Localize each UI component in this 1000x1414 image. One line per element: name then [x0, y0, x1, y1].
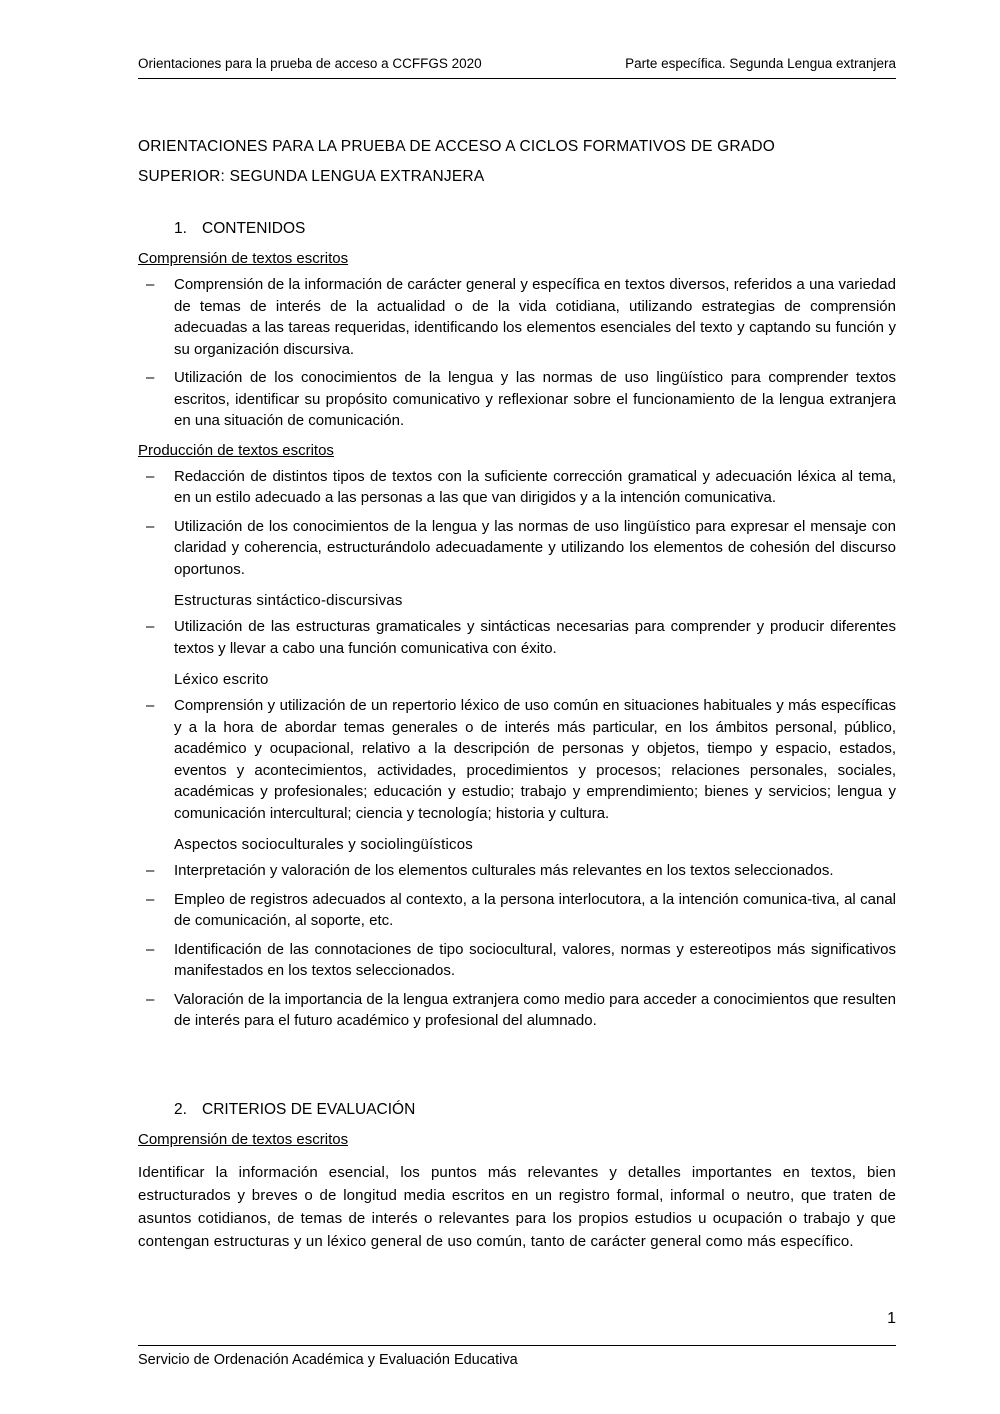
list-item [138, 274, 896, 360]
bullet-dash-icon: – [146, 276, 155, 293]
paragraph-criterios-comprension: Identificar la información esencial, los puntos más relevantes y detalles importantes en textos, bien estructurados y breves o de longitud media escritos en un registro formal, informal o neutro, que traten de asuntos cotidianos, de temas de interés o relevantes para los propios estudios u ocupación o trabajo y que contengan estructuras y un léxico general de uso común, tanto de carácter general como más específico. [138, 1163, 896, 1250]
section-heading-1 [138, 218, 896, 240]
list-item [138, 860, 896, 882]
list-item-text: Utilización de los conocimientos de la lengua y las normas de uso lingüístico para comprender textos escritos, identificar su propósito comunicativo y reflexionar sobre el funcionamiento de la lengua extranjera en una situación de comunicación. [174, 369, 896, 429]
subheading-comprension-contenidos: Comprensión de textos escritos [138, 250, 349, 267]
list-item-text: Utilización de las estructuras gramaticales y sintácticas necesarias para comprender y producir diferentes textos y llevar a cabo una función comunicativa con éxito. [174, 618, 896, 657]
list-socioculturales [138, 860, 896, 1032]
list-item-text: Redacción de distintos tipos de textos con la suficiente corrección gramatical y adecuación léxica al tema, en un estilo adecuado a las personas a las que van dirigidos y a la intención comunicativa. [174, 467, 896, 506]
subheading-comprension-criterios: Comprensión de textos escritos [138, 1130, 349, 1148]
list-produccion-contenidos [138, 466, 896, 581]
list-comprension-contenidos [138, 274, 896, 432]
list-item [138, 616, 896, 659]
bullet-dash-icon: – [146, 990, 155, 1008]
page-number: 1 [887, 1310, 896, 1327]
bullet-dash-icon: – [146, 369, 155, 386]
page-title-line1: ORIENTACIONES PARA LA PRUEBA DE ACCESO A CICLOS FORMATIVOS DE GRADO [138, 138, 775, 155]
bullet-dash-icon: – [146, 697, 155, 714]
section-title-2: CRITERIOS DE EVALUACIÓN [202, 1100, 416, 1118]
footer-text: Servicio de Ordenación Académica y Evaluación Educativa [138, 1352, 518, 1368]
subheading-lexico: Léxico escrito [174, 671, 269, 688]
header-divider [138, 78, 896, 79]
bullet-dash-icon: – [146, 862, 155, 879]
list-item-text: Comprensión y utilización de un repertorio léxico de uso común en situaciones habituales y más específicas y a la hora de abordar temas generales o de interés más particular, en los ámbitos personal, público, académico y ocupacional, relativo a la descripción de personas y objetos, tiempo y espacio, estados, eventos y acontecimientos, actividades, procedimientos y procesos; relaciones personales, sociales, académicas y profesionales; educación y estudio; trabajo y emprendimiento; bienes y servicios; lengua y comunicación intercultural; ciencia y tecnología; historia y cultura. [174, 697, 896, 822]
list-item-text: Empleo de registros adecuados al contexto, a la persona interlocutora, a la intención comunica-tiva, al canal de comunicación, al soporte, etc. [174, 890, 896, 929]
subheading-produccion-contenidos: Producción de textos escritos [138, 441, 334, 459]
header-left-text: Orientaciones para la prueba de acceso a CCFFGS 2020 [138, 56, 482, 71]
section-spacer [138, 1039, 896, 1073]
page-header [138, 56, 896, 72]
list-item-text: Utilización de los conocimientos de la lengua y las normas de uso lingüístico para expresar el mensaje con claridad y coherencia, estructurándolo adecuadamente y utilizando los elementos de cohesión del discurso oportunos. [174, 517, 896, 578]
section-title-1: CONTENIDOS [202, 220, 306, 237]
list-lexico [138, 695, 896, 824]
footer-divider [138, 1345, 896, 1346]
subheading-estructuras: Estructuras sintáctico-discursivas [174, 592, 403, 609]
bullet-dash-icon: – [146, 940, 155, 958]
document-body [138, 132, 896, 1253]
list-item-text: Interpretación y valoración de los elementos culturales más relevantes en los textos seleccionados. [174, 862, 834, 879]
list-item-text: Valoración de la importancia de la lengua extranjera como medio para acceder a conocimientos que resulten de interés para el futuro académico y profesional del alumnado. [174, 990, 896, 1029]
header-right-text: Parte específica. Segunda Lengua extranjera [625, 56, 896, 71]
section-number-1: 1. [174, 220, 187, 237]
page-title-line2: SUPERIOR: SEGUNDA LENGUA EXTRANJERA [138, 168, 485, 185]
section-heading-2 [138, 1099, 896, 1121]
subheading-socioculturales: Aspectos socioculturales y sociolingüísticos [174, 836, 473, 853]
list-item [138, 367, 896, 432]
list-item [138, 939, 896, 982]
list-item [138, 889, 896, 932]
section-number-2: 2. [174, 1100, 187, 1118]
list-item [138, 695, 896, 824]
list-item [138, 466, 896, 509]
list-item-text: Comprensión de la información de carácter general y específica en textos diversos, referidos a una variedad de temas de interés de la actualidad o de la vida cotidiana, utilizando estrategias de comprensión adecuadas a las tareas requeridas, identificando los elementos esenciales del texto y captando su función y su organización discursiva. [174, 276, 896, 358]
list-estructuras [138, 616, 896, 659]
bullet-dash-icon: – [146, 467, 155, 485]
bullet-dash-icon: – [146, 618, 155, 635]
page-title [138, 132, 896, 192]
bullet-dash-icon: – [146, 517, 155, 535]
list-item [138, 989, 896, 1032]
list-item-text: Identificación de las connotaciones de tipo sociocultural, valores, normas y estereotipos más significativos manifestados en los textos seleccionados. [174, 940, 896, 979]
bullet-dash-icon: – [146, 890, 155, 908]
list-item [138, 516, 896, 581]
